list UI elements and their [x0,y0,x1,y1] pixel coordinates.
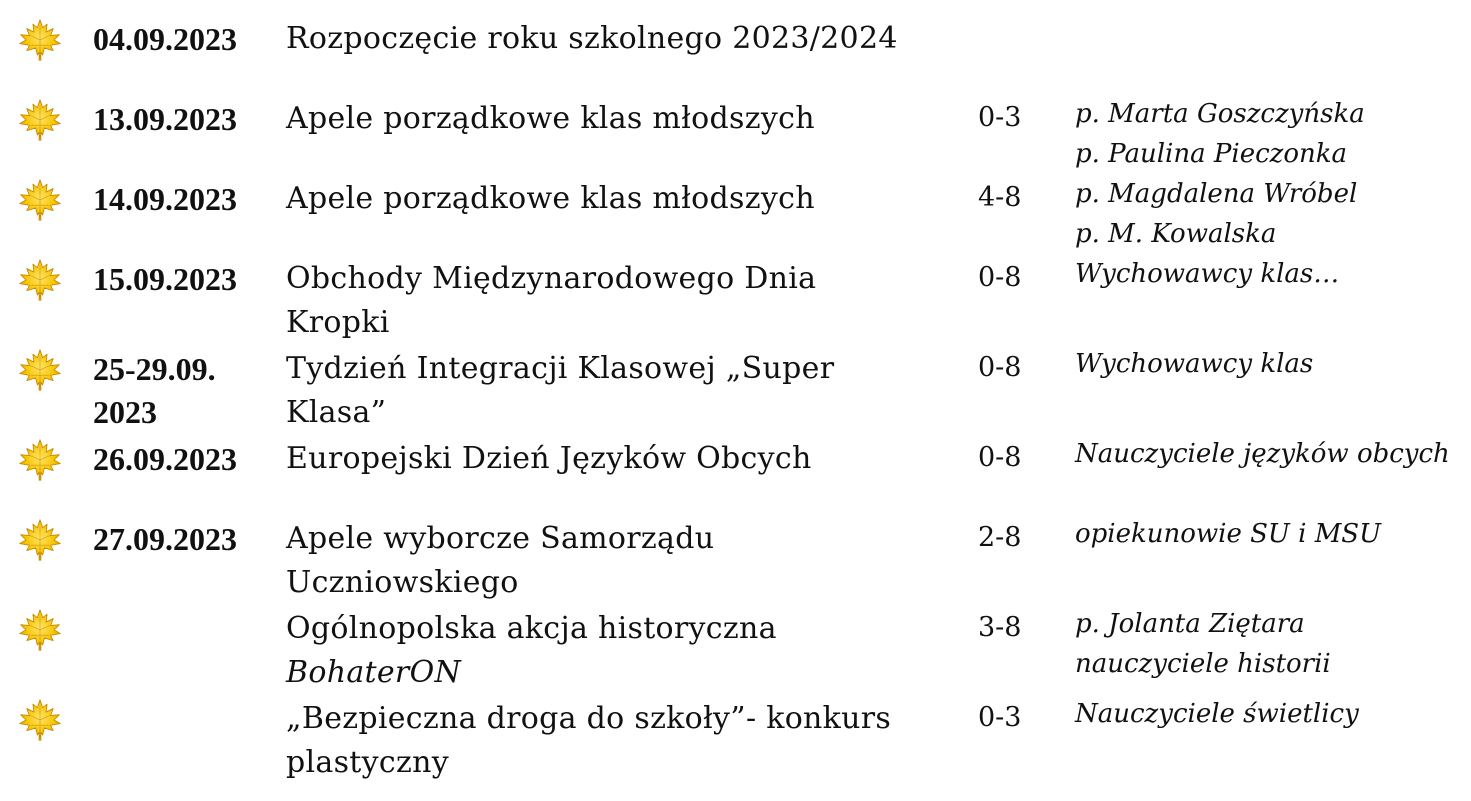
maple-leaf-icon [18,178,62,222]
maple-leaf-icon [18,438,62,482]
row-event: Rozpoczęcie roku szkolnego 2023/2024 [286,21,898,56]
responsible-person: p. Magdalena Wróbel [1075,179,1358,209]
row-responsible [1075,174,1471,254]
row-responsible [1075,514,1471,554]
row-event: Obchody Międzynarodowego Dnia Kropki [286,261,817,340]
row-grades: 0-3 [978,702,1022,733]
row-grades: 4-8 [978,182,1022,213]
row-event: „Bezpieczna droga do szkoły”- konkurs plastyczny [286,701,892,780]
row-event [286,607,966,695]
row-date: 13.09.2023 [93,101,237,137]
maple-leaf-icon [18,18,62,62]
maple-leaf-icon [18,608,62,652]
row-responsible [1075,94,1471,174]
row-date: 15.09.2023 [93,261,237,297]
row-grades: 0-8 [978,442,1022,473]
row-grades: 0-3 [978,102,1022,133]
responsible-person: Nauczyciele języków obcych [1075,439,1450,469]
responsible-person: Wychowawcy klas [1075,349,1314,379]
responsible-person: nauczyciele historii [1075,649,1331,679]
row-event: Europejski Dzień Języków Obcych [286,441,812,476]
row-responsible [1075,434,1471,474]
row-event: Apele porządkowe klas młodszych [286,101,815,136]
responsible-person: Nauczyciele świetlicy [1075,699,1359,729]
row-date: 26.09.2023 [93,441,237,477]
maple-leaf-icon [18,518,62,562]
row-event: Apele wyborcze Samorządu Uczniowskiego [286,521,715,600]
event-campaign-name: BohaterON [286,655,462,690]
responsible-person: p. Marta Goszczyńska [1075,99,1365,129]
maple-leaf-icon [18,98,62,142]
responsible-person: Wychowawcy klas… [1075,259,1340,289]
maple-leaf-icon [18,258,62,302]
maple-leaf-icon [18,348,62,392]
responsible-person: p. M. Kowalska [1075,219,1277,249]
row-responsible [1075,254,1471,294]
responsible-person: opiekunowie SU i MSU [1075,519,1382,549]
row-grades: 3-8 [978,612,1022,643]
row-date: 25-29.09. 2023 [93,351,216,430]
row-date: 27.09.2023 [93,521,237,557]
row-responsible [1075,344,1471,384]
row-responsible [1075,694,1471,734]
responsible-person: p. Jolanta Ziętara [1075,609,1305,639]
row-event: Tydzień Integracji Klasowej „Super Klasa” [286,351,835,430]
row-event: Apele porządkowe klas młodszych [286,181,815,216]
event-text: Ogólnopolska akcja historyczna [286,611,777,646]
row-grades: 0-8 [978,352,1022,383]
maple-leaf-icon [18,698,62,742]
row-responsible [1075,604,1471,684]
row-grades: 2-8 [978,522,1022,553]
responsible-person: p. Paulina Pieczonka [1075,139,1347,169]
row-date: 04.09.2023 [93,21,237,57]
row-grades: 0-8 [978,262,1022,293]
row-date: 14.09.2023 [93,181,237,217]
